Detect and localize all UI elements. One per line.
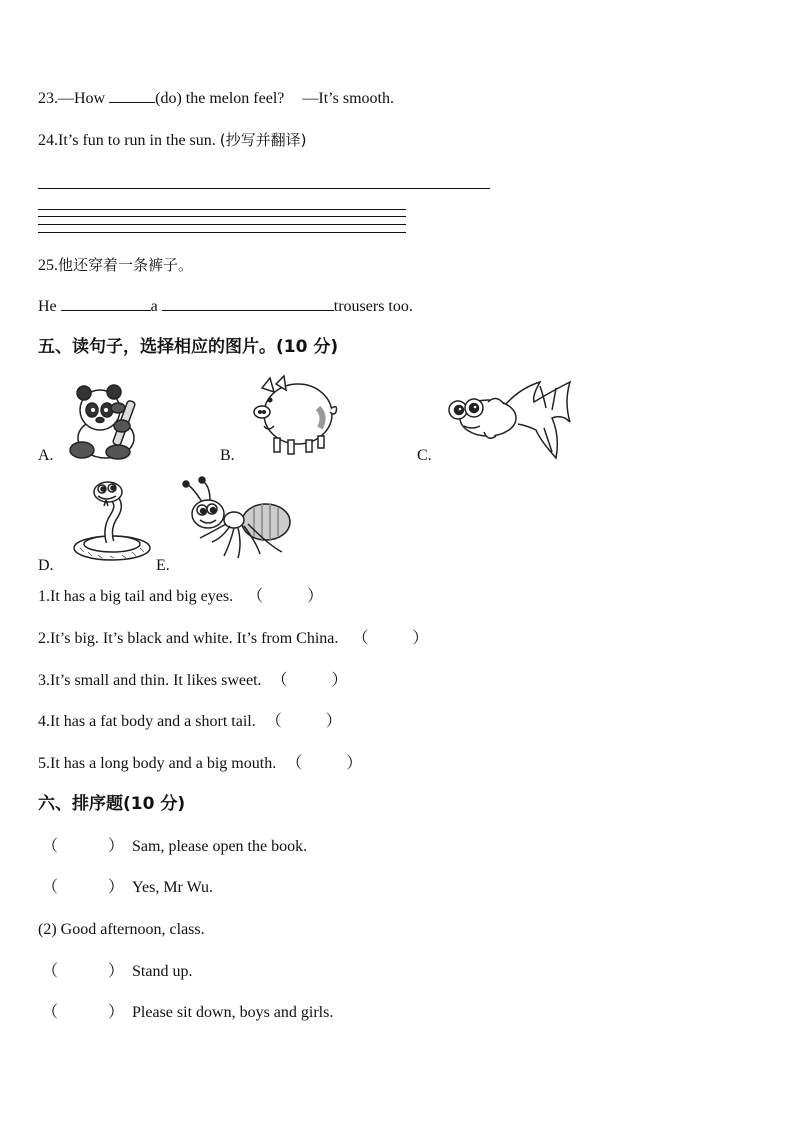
- ordering-item: [38, 962, 192, 982]
- match-question: [38, 629, 428, 649]
- question-text: 1.It has a big tail and big eyes.: [38, 588, 234, 605]
- order-paren-right: ）: [108, 879, 125, 896]
- dialogue-text: Yes, Mr Wu.: [132, 879, 214, 896]
- answer-paren-left: （: [286, 755, 303, 772]
- ant-icon: [182, 476, 294, 562]
- question-text: 5.It has a long body and a big mouth.: [38, 755, 277, 772]
- answer-paren-right: ）: [346, 755, 363, 772]
- dialogue-text: Sam, please open the book.: [132, 838, 308, 855]
- order-paren-right: ）: [108, 1004, 125, 1021]
- order-paren-right: ）: [108, 963, 125, 980]
- answer-paren-left: （: [265, 713, 282, 730]
- option-label-a: A.: [38, 447, 54, 464]
- order-paren-left: （: [42, 1004, 59, 1021]
- order-paren-right: ）: [108, 838, 125, 855]
- dialogue-text: Stand up.: [132, 963, 193, 980]
- option-label-c: C.: [417, 447, 432, 464]
- answer-blank[interactable]: [162, 296, 334, 311]
- dialogue-text: (2) Good afternoon, class.: [38, 921, 205, 938]
- copy-line[interactable]: [38, 188, 490, 189]
- match-question: [38, 712, 342, 732]
- question-25-english: [38, 296, 413, 317]
- writing-line[interactable]: [38, 232, 406, 233]
- answer-paren-left: （: [247, 588, 264, 605]
- order-paren-left: （: [42, 838, 59, 855]
- writing-line[interactable]: [38, 224, 406, 225]
- answer-paren-left: （: [271, 672, 288, 689]
- ordering-item-given: [38, 920, 205, 940]
- question-number: 23.: [38, 90, 58, 107]
- answer-paren-right: ）: [412, 630, 429, 647]
- writing-line[interactable]: [38, 216, 406, 217]
- question-text: It’s fun to run in the sun.: [58, 132, 216, 149]
- panda-icon: [62, 380, 146, 462]
- answer-blank[interactable]: [109, 88, 155, 103]
- sentence-text: trousers too.: [333, 298, 413, 315]
- option-label-e: E.: [156, 557, 170, 574]
- section-6-title: 六、排序题(10 分): [38, 794, 186, 814]
- pig-icon: [248, 374, 340, 458]
- order-paren-left: （: [42, 879, 59, 896]
- dash: —: [302, 90, 319, 107]
- question-text: (do) the melon feel?: [155, 90, 285, 107]
- dialogue-text: Please sit down, boys and girls.: [132, 1004, 334, 1021]
- question-number: 24.: [38, 132, 58, 149]
- match-question: [38, 587, 323, 607]
- writing-line[interactable]: [38, 209, 406, 210]
- question-text: 4.It has a fat body and a short tail.: [38, 713, 256, 730]
- ordering-item: [38, 1003, 333, 1023]
- question-24: [38, 130, 306, 151]
- match-question: [38, 754, 362, 774]
- answer-text: It’s smooth.: [318, 90, 394, 107]
- question-text: 3.It’s small and thin. It likes sweet.: [38, 672, 262, 689]
- answer-blank[interactable]: [61, 296, 151, 311]
- question-25: [38, 255, 193, 276]
- answer-paren-left: （: [352, 630, 369, 647]
- answer-paren-right: ）: [331, 672, 348, 689]
- ordering-item: [38, 837, 307, 857]
- answer-paren-right: ）: [325, 713, 342, 730]
- question-text: How: [74, 90, 110, 107]
- question-text: 2.It’s big. It’s black and white. It’s from China.: [38, 630, 339, 647]
- ordering-item: [38, 878, 213, 898]
- chinese-sentence: 他还穿着一条裤子。: [58, 256, 194, 274]
- snake-icon: [70, 478, 156, 566]
- section-5-title: 五、读句子，选择相应的图片。(10 分): [38, 337, 339, 357]
- question-number: 25.: [38, 257, 58, 274]
- goldfish-icon: [444, 378, 576, 462]
- answer-paren-right: ）: [307, 588, 324, 605]
- dash: —: [58, 90, 74, 107]
- option-label-b: B.: [220, 447, 235, 464]
- option-label-d: D.: [38, 557, 54, 574]
- question-23: [38, 88, 394, 109]
- match-question: [38, 671, 348, 691]
- sentence-text: a: [150, 298, 162, 315]
- order-paren-left: （: [42, 963, 59, 980]
- sentence-text: He: [38, 298, 61, 315]
- instruction-text: (抄写并翻译): [219, 131, 307, 149]
